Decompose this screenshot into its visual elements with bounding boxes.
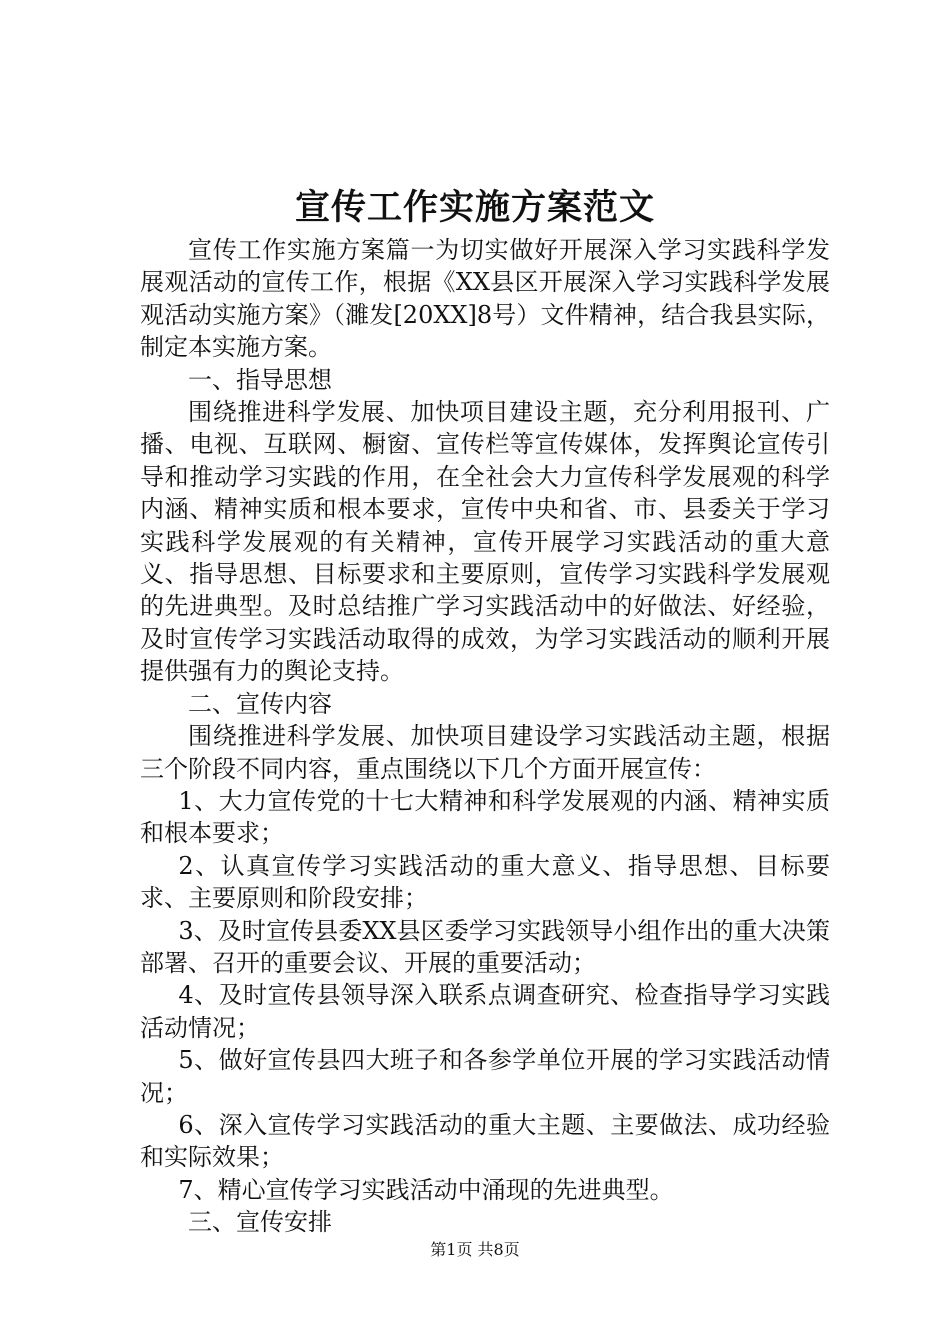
- list-item: 2、认真宣传学习实践活动的重大意义、指导思想、目标要求、主要原则和阶段安排；: [140, 851, 830, 913]
- list-item: 6、深入宣传学习实践活动的重大主题、主要做法、成功经验和实际效果；: [140, 1110, 830, 1172]
- section-1-paragraph: 围绕推进科学发展、加快项目建设主题，充分利用报刊、广播、电视、互联网、橱窗、宣传栏等宣传媒体，发挥舆论宣传引导和推动学习实践的作用，在全社会大力宣传科学发展观的科学内涵、精神实质和根本要求，宣传中央和省、市、县委关于学习实践科学发展观的有关精神，宣传开展学习实践活动的重大意义、指导思想、目标要求和主要原则，宣传学习实践科学发展观的先进典型。及时总结推广学习实践活动中的好做法、好经验，及时宣传学习实践活动取得的成效，为学习实践活动的顺利开展提供强有力的舆论支持。: [140, 398, 830, 686]
- section-heading-1: 一、指导思想: [188, 365, 332, 394]
- list-item: 5、做好宣传县四大班子和各参学单位开展的学习实践活动情况；: [140, 1046, 830, 1107]
- section-heading-3: 三、宣传安排: [188, 1208, 332, 1237]
- page-footer: 第1页 共8页: [430, 1240, 520, 1259]
- list-item: 3、及时宣传县委XX县区委学习实践领导小组作出的重大决策部署、召开的重要会议、开展的重要活动；: [140, 916, 830, 977]
- section-heading-2: 二、宣传内容: [188, 689, 332, 718]
- document-title: 宣传工作实施方案范文: [294, 187, 655, 228]
- section-2-paragraph: 围绕推进科学发展、加快项目建设学习实践活动主题，根据三个阶段不同内容，重点围绕以下几个方面开展宣传：: [140, 722, 830, 783]
- intro-paragraph: 宣传工作实施方案篇一为切实做好开展深入学习实践科学发展观活动的宣传工作，根据《XX县区开展深入学习实践科学发展观活动实施方案》（濉发[20XX]8号）文件精神，结合我县实际，制定本实施方案。: [140, 236, 830, 362]
- document-body: [140, 234, 830, 1239]
- list-item: 4、及时宣传县领导深入联系点调查研究、检查指导学习实践活动情况；: [140, 981, 830, 1042]
- list-item: 7、精心宣传学习实践活动中涌现的先进典型。: [178, 1175, 674, 1204]
- list-item: 1、大力宣传党的十七大精神和科学发展观的内涵、精神实质和根本要求；: [140, 786, 830, 848]
